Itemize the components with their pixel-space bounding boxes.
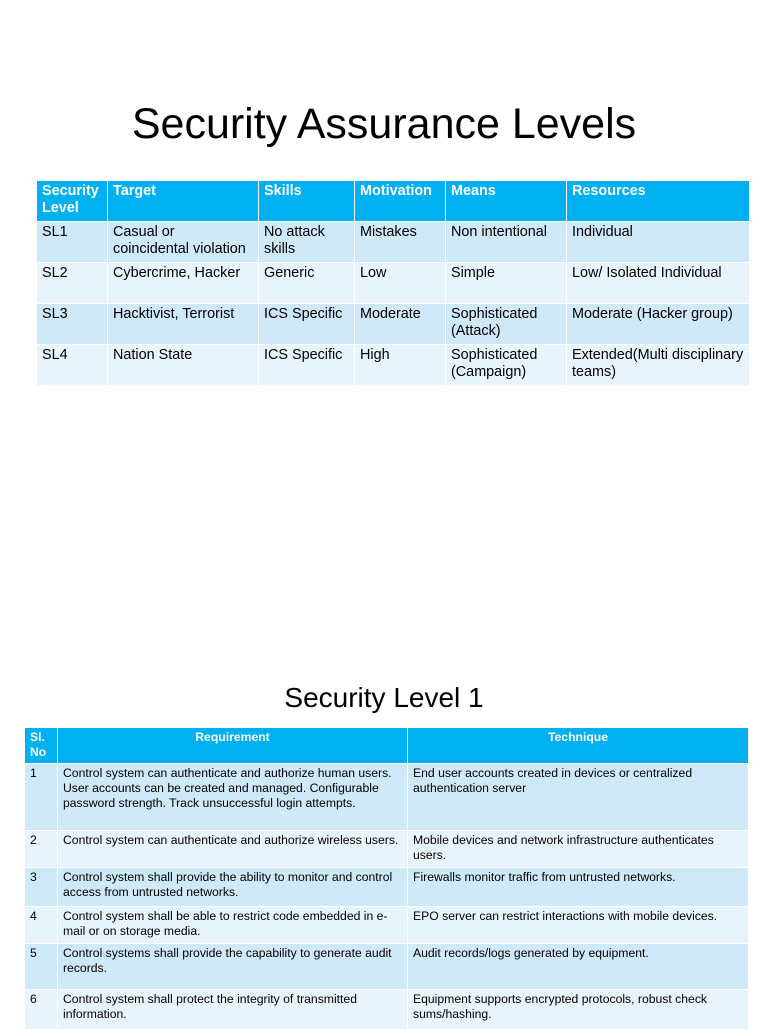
security-levels-table (36, 180, 750, 386)
table-cell: Control systems shall provide the capability to generate audit records. (58, 944, 408, 990)
table-row (37, 222, 750, 263)
table-cell: SL1 (37, 222, 108, 263)
column-header: Motivation (355, 181, 446, 222)
table-cell: SL3 (37, 304, 108, 345)
table-cell: Hacktivist, Terrorist (108, 304, 259, 345)
table-cell: Cybercrime, Hacker (108, 263, 259, 304)
column-header: Resources (567, 181, 750, 222)
table-cell: Audit records/logs generated by equipment. (408, 944, 749, 990)
column-header: Requirement (58, 728, 408, 764)
table-cell: Individual (567, 222, 750, 263)
table-cell: High (355, 345, 446, 386)
slide-title: Security Level 1 (284, 682, 484, 713)
table-row (25, 944, 749, 990)
table-cell: Control system shall be able to restrict code embedded in e-mail or on storage media. (58, 907, 408, 944)
table-row (37, 263, 750, 304)
table-cell: Control system can authenticate and authorize human users. User accounts can be created and managed. Configurable password strength. Track unsuccessful login attempts. (58, 764, 408, 831)
column-header: Target (108, 181, 259, 222)
table-cell: Mobile devices and network infrastructure authenticates users. (408, 831, 749, 868)
table-cell: SL4 (37, 345, 108, 386)
table-row (25, 831, 749, 868)
table-cell: End user accounts created in devices or centralized authentication server (408, 764, 749, 831)
column-header: Sl. No (25, 728, 58, 764)
table-cell: 2 (25, 831, 58, 868)
table-cell: Moderate (355, 304, 446, 345)
table-cell: 1 (25, 764, 58, 831)
column-header: Security Level (37, 181, 108, 222)
table-cell: No attack skills (259, 222, 355, 263)
table-cell: Non intentional (446, 222, 567, 263)
table-cell: Sophisticated (Attack) (446, 304, 567, 345)
table-cell: Nation State (108, 345, 259, 386)
table-header-row (37, 181, 750, 222)
column-header: Technique (408, 728, 749, 764)
table-cell: ICS Specific (259, 304, 355, 345)
table-row (37, 304, 750, 345)
table-row (25, 868, 749, 907)
table-cell: Equipment supports encrypted protocols, robust check sums/hashing. (408, 990, 749, 1030)
table-row (25, 907, 749, 944)
table-cell: Extended(Multi disciplinary teams) (567, 345, 750, 386)
slide-title: Security Assurance Levels (131, 100, 637, 148)
table-cell: 6 (25, 990, 58, 1030)
table-row (37, 345, 750, 386)
table-cell: Low/ Isolated Individual (567, 263, 750, 304)
table-cell: ICS Specific (259, 345, 355, 386)
table-cell: 3 (25, 868, 58, 907)
table-cell: Mistakes (355, 222, 446, 263)
requirements-table (24, 727, 749, 1030)
table-header-row (25, 728, 749, 764)
table-cell: Control system shall provide the ability to monitor and control access from untrusted networks. (58, 868, 408, 907)
table-cell: Moderate (Hacker group) (567, 304, 750, 345)
table-cell: Generic (259, 263, 355, 304)
column-header: Skills (259, 181, 355, 222)
table-cell: Firewalls monitor traffic from untrusted networks. (408, 868, 749, 907)
table-cell: Simple (446, 263, 567, 304)
table-cell: 4 (25, 907, 58, 944)
table-cell: Control system shall protect the integrity of transmitted information. (58, 990, 408, 1030)
table-row (25, 764, 749, 831)
table-cell: Control system can authenticate and authorize wireless users. (58, 831, 408, 868)
table-cell: Low (355, 263, 446, 304)
table-cell: Sophisticated (Campaign) (446, 345, 567, 386)
table-cell: SL2 (37, 263, 108, 304)
table-cell: EPO server can restrict interactions with mobile devices. (408, 907, 749, 944)
slide-security-assurance-levels (0, 0, 768, 420)
column-header: Means (446, 181, 567, 222)
table-cell: 5 (25, 944, 58, 990)
table-cell: Casual or coincidental violation (108, 222, 259, 263)
